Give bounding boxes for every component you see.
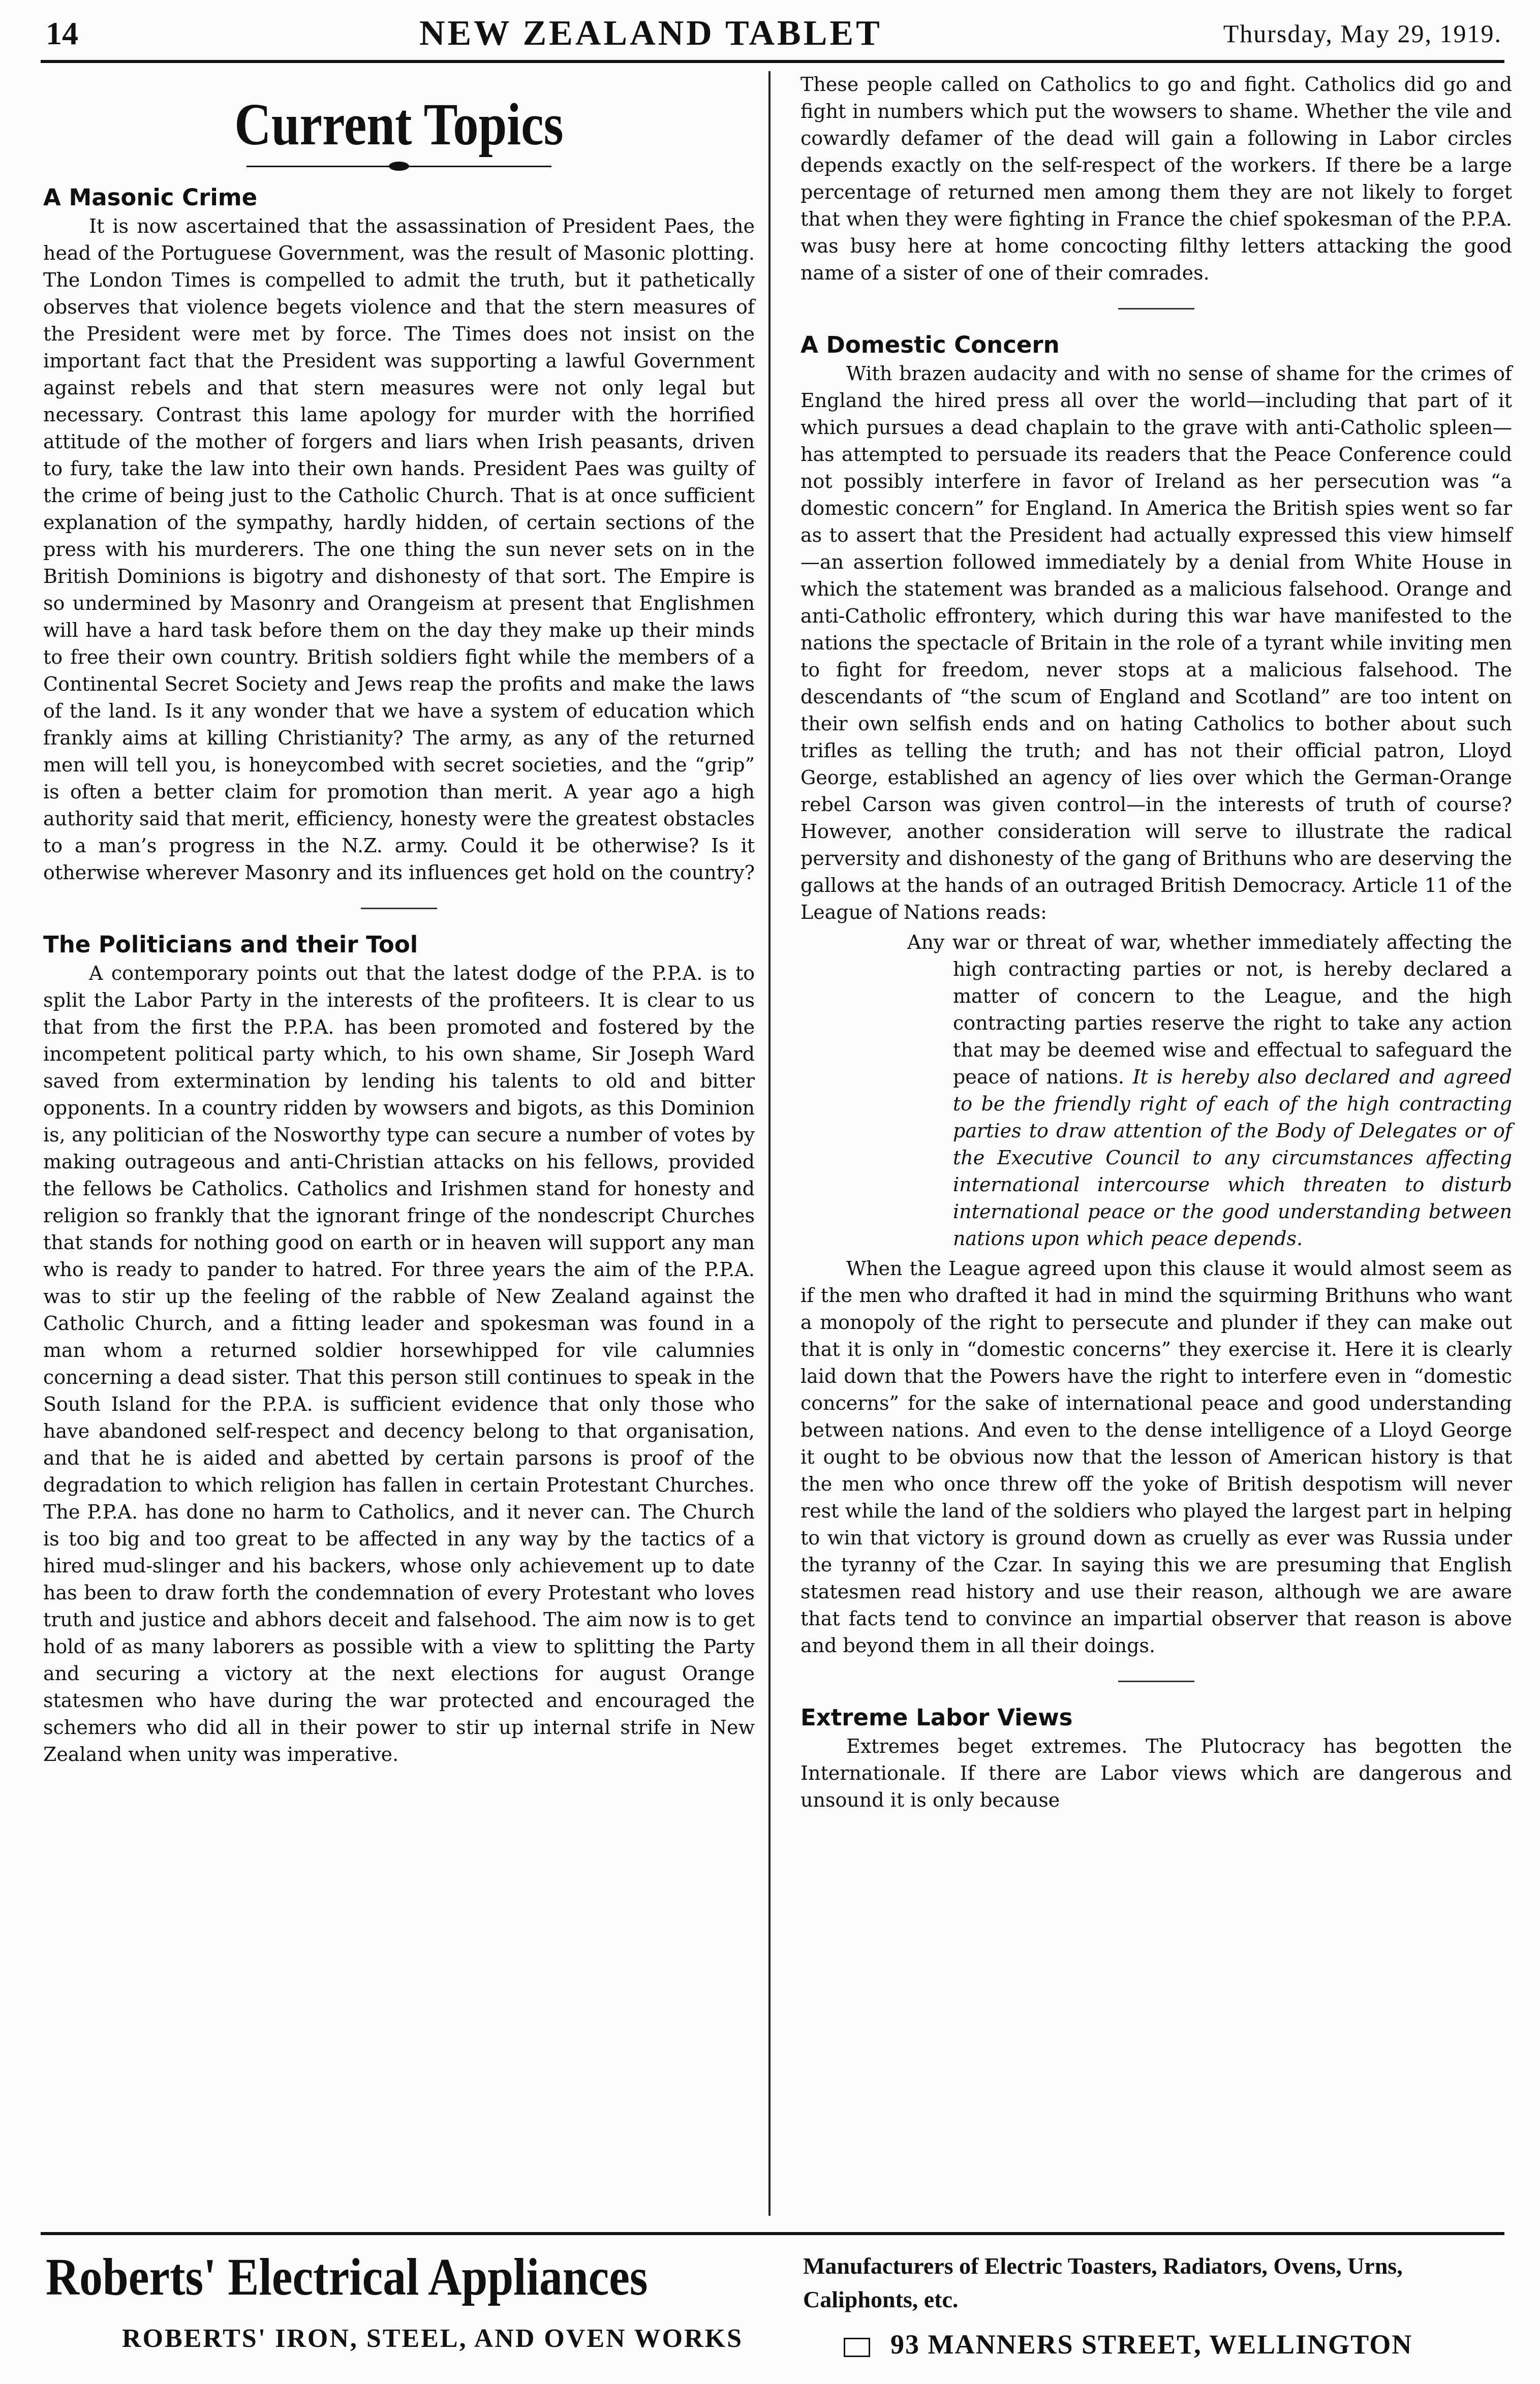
advertisement-address-line [844, 2329, 1412, 2360]
page-header [46, 11, 1502, 56]
left-column [43, 71, 755, 1768]
advertisement-products: Manufacturers of Electric Toasters, Radiators, Ovens, Urns, Caliphonts, etc. [803, 2253, 1403, 2312]
page-number: 14 [46, 15, 78, 51]
section-heading-politicians: The Politicians and their Tool [43, 931, 418, 958]
league-article-quote [907, 929, 1512, 1252]
right-column [800, 71, 1512, 1814]
header-rule [41, 60, 1504, 63]
article-paragraph: It is now ascertained that the assassination of President Paes, the head of the Portuguese Government, was the result of Masonic plotting. The London Times is compelled to admit the truth, but it pathetically observes that violence begets violence and that the stern measures of the President were met by force. The Times does not insist on the important fact that the President was supporting a lawful Government against rebels and that stern measures were not only legal but necessary. Contrast this lame apology for murder with the horrified attitude of the mother of forgers and liars when Irish peasants, driven to fury, take the law into their own hands. President Paes was guilty of the crime of being just to the Catholic Church. That is at once sufficient explanation of the sympathy, hardly hidden, of certain sections of the press with his murderers. The one thing the sun never sets on in the British Dominions is bigotry and dishonesty of that sort. The Empire is so undermined by Masonry and Orangeism at present that Englishmen will have a hard task before them on the day they make up their minds to free their own country. British soldiers fight while the members of a Continental Secret Society and Jews reap the profits and make the laws of the land. Is it any wonder that we have a system of education which frankly aims at killing Christianity? The army, as any of the returned men will tell you, is honeycombed with secret societies, and the “grip” is often a better claim for promotion than merit. A year ago a high authority said that merit, efficiency, honesty were the greatest obstacles to a man’s progress in the N.Z. army. Could it be otherwise? Is it otherwise wherever Masonry and its influences get hold on the country? [43, 215, 755, 884]
telephone-icon [844, 2338, 870, 2357]
advertisement-address: 93 MANNERS STREET, WELLINGTON [890, 2329, 1413, 2360]
advertisement-title [46, 2244, 828, 2310]
section-divider [361, 908, 437, 909]
main-title: Current Topics [234, 91, 564, 158]
continued-paragraph: These people called on Catholics to go and fight. Catholics did go and fight in numbers which put the wowsers to shame. Whether the vile and cowardly defamer of the dead will gain a following in Labor circles depends exactly on the self-respect of the workers. If there be a large percentage of returned men among them they are not likely to forget that when they were fighting in France the chief spokesman of the P.P.A. was busy here at home concocting filthy letters attacking the good name of a sister of one of their comrades. [800, 73, 1512, 284]
advertisement [41, 2237, 1504, 2374]
section-divider [1118, 1681, 1194, 1682]
section-heading-masonic-crime: A Masonic Crime [43, 184, 258, 211]
section-heading-extreme-labor: Extreme Labor Views [800, 1704, 1073, 1731]
advertisement-rule [41, 2232, 1504, 2235]
section-heading-domestic-concern: A Domestic Concern [800, 331, 1060, 358]
advertisement-title-text: Roberts' Electrical Appliances [46, 2248, 648, 2306]
quote-plain: Any war or threat of war, whether immediately affecting the high contracting parties or not, is hereby declared a matter of concern to the League, and the high contracting parties reserve the right to take any action that may be deemed wise and effectual to safeguard the peace of nations. [907, 931, 1512, 1088]
article-paragraph: Extremes beget extremes. The Plutocracy has begotten the Internationale. If there are Labor views which are dangerous and unsound it is only because [800, 1735, 1512, 1811]
advertisement-works: ROBERTS' IRON, STEEL, AND OVEN WORKS [122, 2324, 744, 2353]
section-divider [1118, 308, 1194, 309]
issue-date: Thursday, May 29, 1919. [1223, 19, 1502, 48]
article-paragraph: When the League agreed upon this clause it would almost seem as if the men who drafted it had in mind the squirming Brithuns who want a monopoly of the right to persecute and plunder if they can make out that it is only in “domestic concerns” they exercise it. Here it is clearly laid down that the Powers have the right to interfere even in “domestic concerns” for the sake of international peace and good understanding between nations. And even to the dense intelligence of a Lloyd George it ought to be obvious now that the lesson of American history is that the men who once threw off the yoke of British despotism will never rest while the land of the soldiers who played the largest part in helping to win that victory is ground down as cruelly as ever was Russia under the tyranny of the Czar. In saying this we are presuming that English statesmen read history and use their reason, although we are aware that facts tend to convince an impartial observer that reason is above and beyond them in all their doings. [800, 1257, 1512, 1657]
title-ornament [247, 166, 551, 167]
newspaper-title: NEW ZEALAND TABLET [419, 14, 882, 53]
column-rule [768, 71, 771, 2216]
article-paragraph: A contemporary points out that the latest dodge of the P.P.A. is to split the Labor Party in the interests of the profiteers. It is clear to us that from the first the P.P.A. has been promoted and fostered by the incompetent political party which, to his own shame, Sir Joseph Ward saved from extermination by lending his talents to old and bitter opponents. In a country ridden by wowsers and bigots, as this Dominion is, any politician of the Nosworthy type can secure a number of votes by making outrageous and anti-Christian attacks on his fellows, provided the fellows be Catholics. Catholics and Irishmen stand for honesty and religion so frankly that the ignorant fringe of the nondescript Churches that stands for nothing good on earth or in heaven will support any man who is ready to pander to hatred. For three years the aim of the P.P.A. was to stir up the feeling of the rabble of New Zealand against the Catholic Church, and a fitting leader and spokesman was found in a man whom a returned soldier horsewhipped for vile calumnies concerning a dead sister. That this person still continues to speak in the South Island for the P.P.A. is sufficient evidence that only those who have abandoned self-respect and decency belong to that organisation, and that he is aided and abetted by certain parsons is proof of the degradation to which religion has fallen in certain Protestant Churches. The P.P.A. has done no harm to Catholics, and it never can. The Church is too big and too great to be affected in any way by the tactics of a hired mud-slinger and his backers, whose only achievement up to date has been to draw forth the condemnation of every Protestant who loves truth and justice and abhors deceit and falsehood. The aim now is to get hold of as many laborers as possible with a view to splitting the Party and securing a victory at the next elections for august Orange statesmen who have during the war protected and encouraged the schemers who did all in their power to stir up internal strife in New Zealand when unity was imperative. [43, 962, 755, 1766]
quote-italic: It is hereby also declared and agreed to be the friendly right of each of the high contracting parties to draw attention of the Body of Delegates or of the Executive Council to any circumstances affecting international intercourse which threaten to disturb international peace or the good understanding between nations upon which peace depends. [953, 1066, 1512, 1250]
article-paragraph: With brazen audacity and with no sense of shame for the crimes of England the hired press all over the world—including that part of it which pursues a dead chaplain to the grave with anti-Catholic spleen—has attempted to persuade its readers that the Peace Conference could not possibly interfere in favor of Ireland as her persecution was “a domestic concern” for England. In America the British spies went so far as to assert that the President had actually expressed this view himself—an assertion followed immediately by a denial from White House in which the statement was branded as a malicious falsehood. Orange and anti-Catholic effrontery, which during this war have manifested to the nations the spectacle of Britain in the role of a tyrant while inviting men to fight for freedom, never stops at a malicious falsehood. The descendants of “the scum of England and Scotland” are too intent on their own selfish ends and on hating Catholics to bother about such trifles as telling the truth; and has not their official patron, Lloyd George, established an agency of lies over which the German-Orange rebel Carson was given control—in the interests of truth of course? However, another consideration will serve to illustrate the radical perversity and dishonesty of the gang of Brithuns who are deserving the gallows at the hands of an outraged British Democracy. Article 11 of the League of Nations reads: [800, 362, 1512, 923]
